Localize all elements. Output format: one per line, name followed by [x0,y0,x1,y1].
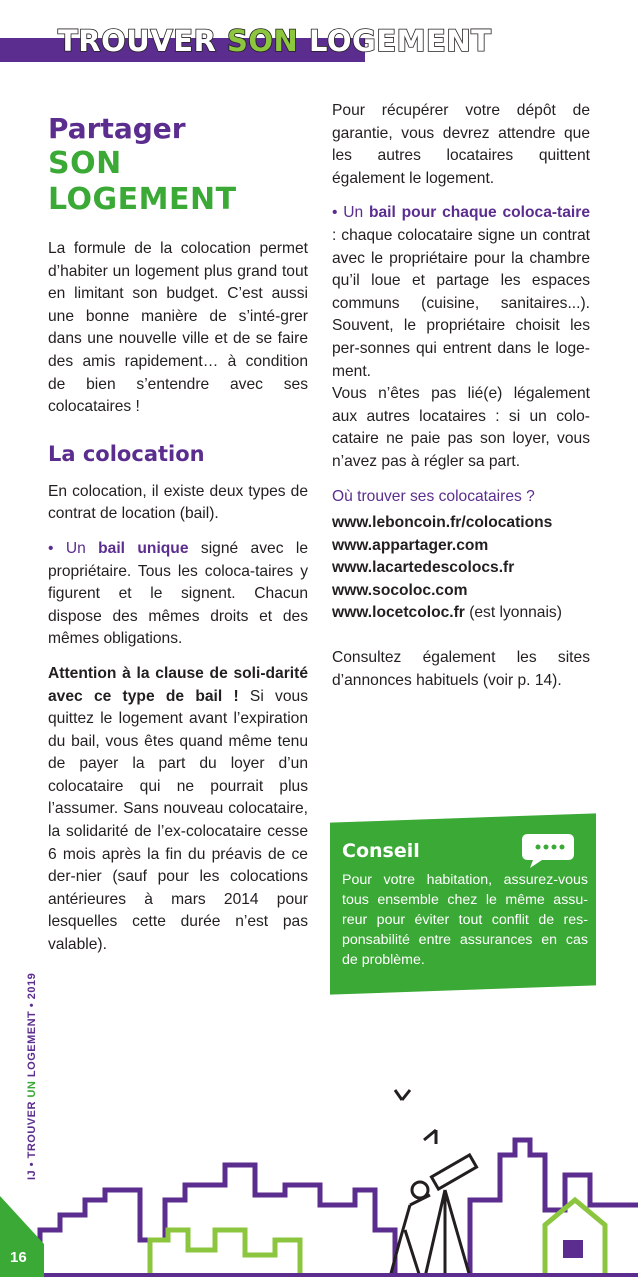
side-label-part-1: IJ • TROUVER [26,1097,38,1180]
link-lacartedescolocs[interactable]: www.lacartedescolocs.fr [332,559,515,577]
bullet-bail-each [332,202,590,383]
tip-text: Pour votre habitation, assurez-vous tous ensemble chez le même assu-reur pour éviter tout conflit de res-ponsabilité entre assurances en cas de problème. [342,871,588,968]
right-column [332,100,590,704]
page-title-line-1: Partager [48,112,186,145]
link-locetcoloc[interactable]: www.locetcoloc.fr [332,604,465,622]
left-column [48,112,308,969]
liability-paragraph: Vous n’êtes pas lié(e) légalement aux autres locataires : si un colo-cataire ne paie pas son loyer, vous n’avez pas à régler sa part. [332,385,590,470]
link-leboncoin[interactable]: www.leboncoin.fr/colocations [332,514,553,532]
section-title-word-2: SON [227,24,299,58]
bullet-text: : chaque colocataire signe un contrat avec le propriétaire pour la chambre qu’il loue et partage les espaces communs (cuisine, sanitaires...). Souvent, le propriétaire choisit les per-sonnes qui entrent dans le loge-ment. [332,226,590,380]
link-note: (est lyonnais) [464,604,562,622]
intro-paragraph: La formule de la colocation permet d’habiter un logement plus grand tout en limitant son budget. C’est aussi une bonne manière de s’inté-grer dans une nouvelle ville et de se faire des amis rapidement… à condition de bien s’entendre avec ses colocataires ! [48,240,308,416]
links-list [332,512,590,625]
contract-types-paragraph: En colocation, il existe deux types de contrat de location (bail). [48,482,308,523]
subtitle-colocation: La colocation [48,441,205,466]
side-label-part-2: UN [26,1080,38,1098]
section-title-word-3: LOGEMENT [308,24,492,58]
header-bar [0,0,638,62]
where-to-find-heading: Où trouver ses colocataires ? [332,487,535,505]
page-number: 16 [10,1249,27,1266]
consult-paragraph: Consultez également les sites d’annonces habituels (voir p. 14). [332,649,590,689]
section-title [58,24,491,58]
deposit-paragraph: Pour récupérer votre dépôt de garantie, vous devrez attendre que les autres locataires quittent également le logement. [332,102,590,187]
speech-bubble-icon [520,830,576,870]
bullet-term: bail pour chaque coloca-taire [368,204,590,222]
vertical-publication-label [26,973,38,1180]
warning-strong: Attention à la clause de soli-darité avec ce type de bail ! [48,664,308,705]
link-appartager[interactable]: www.appartager.com [332,536,489,554]
city-skyline-illustration [0,1080,638,1277]
link-socoloc[interactable]: www.socoloc.com [332,581,468,599]
bullet-text: signé avec le propriétaire. Tous les coloca-taires y figurent et le signent. Chacun dispose des mêmes droits et des mêmes obligations. [48,539,309,648]
bullet-marker: • Un [48,539,99,557]
warning-paragraph [48,663,308,957]
bullet-bail-unique [48,538,308,651]
bullet-marker: • Un [332,204,369,222]
section-title-word-1: TROUVER [58,24,217,58]
tip-title: Conseil [342,839,420,862]
side-label-part-3: LOGEMENT • 2019 [26,972,38,1081]
bullet-term: bail unique [98,539,189,557]
warning-text: Si vous quittez le logement avant l’expiration du bail, vous êtes quand même tenu de payer la part du loyer d’un colocataire qui ne pourrait plus l’assumer. Sans nouveau colocataire, la solidarité de l’ex-colocataire cesse 6 mois après la fin du préavis de ce der-nier (sauf pour les colocations antérieures à mars 2014 pour lesquelles cette durée n’est pas valable). [48,687,308,954]
page-title-line-2: SON LOGEMENT [48,146,237,217]
